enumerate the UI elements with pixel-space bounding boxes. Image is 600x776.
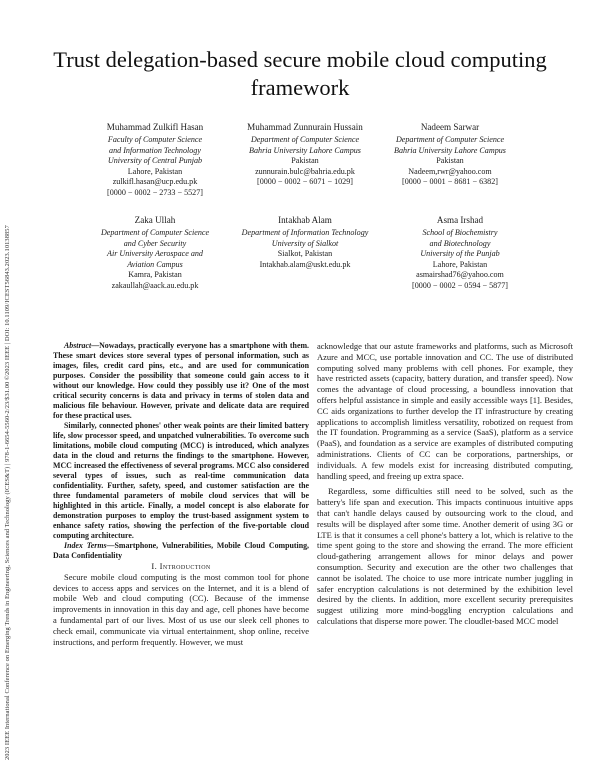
author-affiliation: Air University Aerospace and bbox=[107, 249, 203, 259]
author-affiliation: Department of Computer Science bbox=[100, 228, 210, 237]
author-block bbox=[370, 214, 550, 292]
author-affiliation: Department of Information Technology bbox=[241, 228, 369, 237]
index-terms-label: Index Terms bbox=[64, 541, 107, 550]
author-name: Zaka Ullah bbox=[134, 215, 176, 225]
author-name: Intakhab Alam bbox=[278, 215, 332, 225]
publication-info-text: 2023 IEEE International Conference on Emerging Trends in Engineering, Sciences and Technology (ICES&T) | 978-1-6654-5560-2/23/$31.00 ©2023 IEEE | DOI: 10.1109/ICEST56843.2023.10138857 bbox=[4, 225, 11, 760]
left-column bbox=[53, 341, 309, 647]
section-heading: I. Introduction bbox=[151, 561, 211, 571]
author-orcid: [0000 − 0001 − 8681 − 6382] bbox=[402, 177, 498, 187]
index-terms: —Smartphone, Vulnerabilities, Mobile Cloud Computing, Data Confidentiality bbox=[53, 541, 310, 560]
author-email: Intakhab.alam@uskt.edu.pk bbox=[259, 259, 351, 269]
author-place: Lahore, Pakistan bbox=[127, 166, 183, 176]
author-place: Kamra, Pakistan bbox=[128, 270, 182, 280]
author-affiliation: and Information Technology bbox=[109, 145, 201, 155]
author-affiliation: University of Central Punjab bbox=[107, 156, 203, 166]
paper-title: Trust delegation-based secure mobile cloud computing framework bbox=[53, 47, 547, 100]
author-place: Lahore, Pakistan bbox=[432, 259, 488, 269]
author-email: zakaullah@aack.au.edu.pk bbox=[111, 280, 199, 290]
author-affiliation: Bahria University Lahore Campus bbox=[249, 145, 361, 155]
abstract-label: Abstract bbox=[64, 341, 92, 350]
author-place: Pakistan bbox=[291, 156, 319, 166]
author-email: asmairshad76@yahoo.com bbox=[416, 270, 504, 280]
body-paragraph: acknowledge that our astute frameworks and platforms, such as Microsoft Azure and MCC, use portable innovation and CC. The use of distributed computing solved many problems with cell phones. For example, they have restricted assets (capacity, battery duration, and transfer speed). Now comes the advantage of cloud processing, a boundless innovation that offers helpful assistance in simple and easily accessible ways [1]. Besides, CC aids organizations to further develop the IT infrastructure by creating applications to accomplish limitless versatility, robotized on request from the IT foundation. Programming as a service (SaaS), platform as a service (PaaS), and foundation as a service are examples of distributed computing administrations. Clients of CC can be corporations, partnerships, or individuals. A few models exist for increasing distributed computing, handling speed, and freeing up extra space. bbox=[317, 341, 573, 481]
body-paragraph: Secure mobile cloud computing is the most common tool for phone devices to access apps and services on the Internet, and it is a blend of mobile Web and cloud computing (CC). Because of the immense improvements in innovation in this day and age, cell phones have become a fundamental part of our lives. Most of us use our sleek cell phones to check email, communicate via virtual entertainment, shop online, receive instructions, and perform frequently. However, we must bbox=[53, 571, 309, 647]
author-email: zunnurain.bulc@bahria.edu.pk bbox=[255, 166, 355, 176]
author-affiliation: Bahria University Lahore Campus bbox=[394, 145, 506, 155]
author-affiliation: Aviation Campus bbox=[127, 259, 183, 269]
body-paragraph: Regardless, some difficulties still need to be solved, such as the battery's life span and execution. This impacts continuous intuitive apps that can't handle delays caused by outsourcing work to the cloud, and results will be displayed after some time. Another demerit of using 3G or LTE is that it consumes a cell phone's battery a lot, which is relative to the time spent going to the store and showing the errand. The more efficient cloud-gathering arrangement allows for minor delays and power consumption. Security and execution are the other two challenges that cannot be isolated. The choice to use more intricate number juggling in safer encryption calculations is not determined by the exhibition level desired by the clients. In addition, more excellent security prerequisites suggest utilizing more mind-boggling encryption calculations and calculations that disperse more power. The cloudlet-based MCC model bbox=[317, 486, 573, 626]
abstract bbox=[53, 341, 309, 561]
author-place: Pakistan bbox=[436, 156, 464, 166]
author-name: Nadeem Sarwar bbox=[420, 122, 480, 132]
author-name: Asma Irshad bbox=[436, 215, 484, 225]
author-orcid: [0000 − 0002 − 6071 − 1029] bbox=[257, 177, 353, 187]
author-place: Sialkot, Pakistan bbox=[277, 249, 333, 259]
abstract-paragraph: Similarly, connected phones' other weak points are their limited battery life, slow processor speed, and unpatched vulnerabilities. To overcome such limitations, mobile cloud computing (MCC) is introduced, which analyzes data in the cloud and returns the findings to the smartphone. However, MCC increased the effectiveness of several programs. MCC also considered several types of issues, such as real-time communication data confidentiality. Further, safety, speed, and customer satisfaction are the three fundamental parameters of mobile cloud services that will be highlighted in this article. Finally, a model concept is also elaborate for demonstration purposes to employ the trust-based assignment system to enhance safety ratios, showing the perfection of the five-portable cloud computing architecture. bbox=[53, 421, 309, 540]
author-affiliation: Department of Computer Science bbox=[250, 135, 360, 144]
author-block bbox=[360, 121, 540, 188]
author-name: Muhammad Zunnurain Hussain bbox=[247, 122, 363, 132]
author-orcid: [0000 − 0002 − 0594 − 5877] bbox=[412, 280, 508, 290]
author-affiliation: and Cyber Security bbox=[123, 238, 187, 248]
author-affiliation: and Biotechnology bbox=[429, 238, 491, 248]
author-email: Nadeem,rwr@yahoo.com bbox=[408, 166, 492, 176]
right-column bbox=[317, 341, 573, 627]
author-affiliation: Faculty of Computer Science bbox=[107, 135, 203, 144]
author-affiliation: School of Biochemistry bbox=[422, 228, 498, 237]
author-name: Muhammad Zulkifl Hasan bbox=[106, 122, 204, 132]
author-affiliation: University of the Punjab bbox=[420, 249, 500, 259]
author-affiliation: Department of Computer Science bbox=[395, 135, 505, 144]
author-email: zulkifl.hasan@ucp.edu.pk bbox=[112, 177, 198, 187]
publication-sidebar bbox=[4, 70, 18, 760]
abstract-paragraph: —Nowadays, practically everyone has a smartphone with them. These smart devices store several types of personal information, such as images, files, credit card pins, etc., and are used for communication purposes. Consider the possibility that someone could gain access to it without our knowledge. How could they possibly use it? One of the most critical security concerns is data and privacy in terms of stolen data and malicious file behaviour. However, private and delicate data are required for these practical uses. bbox=[53, 341, 309, 420]
author-orcid: [0000 − 0002 − 2733 − 5527] bbox=[107, 187, 203, 197]
author-affiliation: University of Sialkot bbox=[271, 238, 339, 248]
